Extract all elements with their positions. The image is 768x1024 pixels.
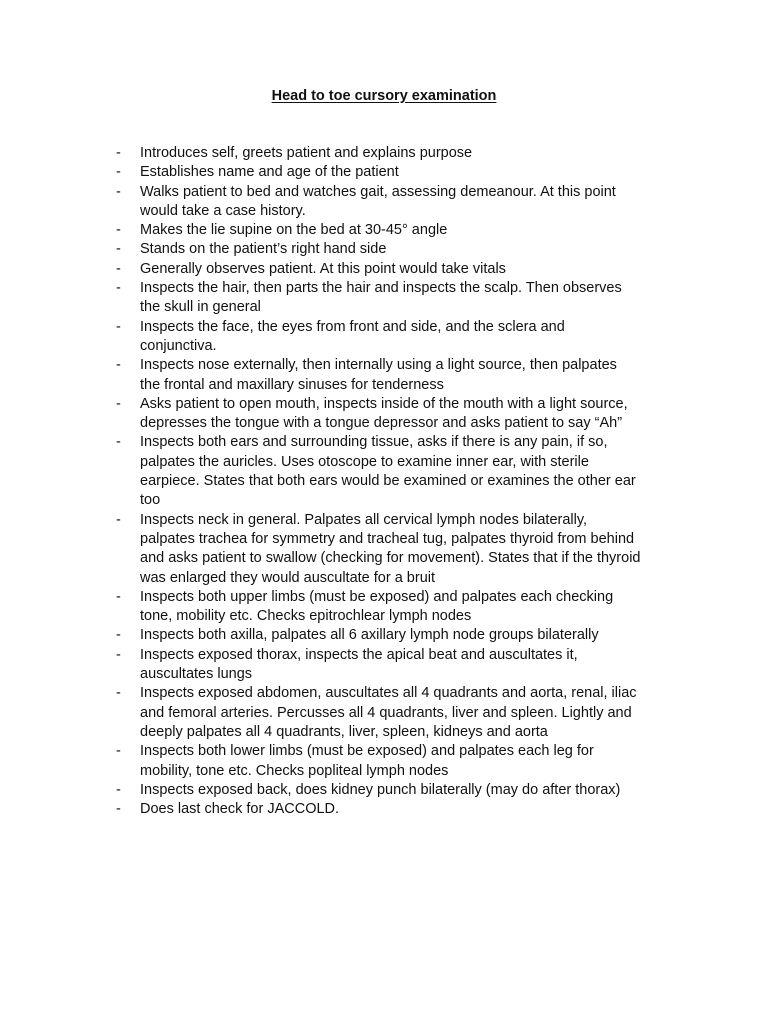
bullet-dash: - <box>116 260 121 277</box>
checklist-item <box>0 395 768 434</box>
checklist-item-line: Inspects both lower limbs (must be exposed) and palpates each leg for <box>140 743 594 760</box>
bullet-dash: - <box>116 511 121 528</box>
checklist-item-line: palpates trachea for symmetry and tracheal tug, palpates thyroid from behind <box>140 530 635 547</box>
checklist-item-line: Inspects exposed abdomen, auscultates all 4 quadrants and aorta, renal, iliac <box>140 685 637 702</box>
checklist-item-line: Walks patient to bed and watches gait, assessing demeanour. At this point <box>140 183 616 200</box>
checklist-item <box>0 433 768 510</box>
checklist-item <box>0 626 768 645</box>
bullet-dash: - <box>116 395 121 412</box>
checklist-item-line: Stands on the patient’s right hand side <box>140 241 387 258</box>
checklist-item-line: Inspects neck in general. Palpates all cervical lymph nodes bilaterally, <box>140 511 588 528</box>
bullet-dash: - <box>116 588 121 605</box>
bullet-dash: - <box>116 627 121 644</box>
checklist-item <box>0 511 768 588</box>
bullet-dash: - <box>116 743 121 760</box>
document-title: Head to toe cursory examination <box>271 88 497 104</box>
bullet-dash: - <box>116 646 121 663</box>
checklist-item-line: was enlarged they would auscultate for a bruit <box>140 569 436 586</box>
checklist-item-line: too <box>140 492 161 509</box>
bullet-dash: - <box>116 183 121 200</box>
checklist-item-line: conjunctiva. <box>140 337 217 354</box>
checklist-item-line: Inspects both axilla, palpates all 6 axillary lymph node groups bilaterally <box>140 627 599 644</box>
bullet-dash: - <box>116 318 121 335</box>
checklist-item-line: and asks patient to swallow (checking for movement). States that if the thyroid <box>140 550 641 567</box>
checklist-item-line: Does last check for JACCOLD. <box>140 801 340 818</box>
checklist-item <box>0 646 768 685</box>
checklist-item-line: Inspects the hair, then parts the hair and inspects the scalp. Then observes <box>140 280 622 297</box>
bullet-dash: - <box>116 145 121 161</box>
checklist-item <box>0 163 768 182</box>
bullet-dash: - <box>116 241 121 258</box>
checklist-item <box>0 684 768 742</box>
checklist-item <box>0 183 768 222</box>
checklist-item-line: Inspects exposed thorax, inspects the apical beat and auscultates it, <box>140 646 578 663</box>
bullet-dash: - <box>116 685 121 702</box>
checklist-item-line: Generally observes patient. At this point would take vitals <box>140 260 506 277</box>
checklist-item-line: the skull in general <box>140 299 261 316</box>
checklist-item-line: the frontal and maxillary sinuses for tenderness <box>140 376 444 393</box>
checklist-item <box>0 318 768 357</box>
checklist-item <box>0 279 768 318</box>
checklist-item <box>0 742 768 781</box>
checklist-item-line: Introduces self, greets patient and explains purpose <box>140 145 473 161</box>
checklist-item-line: palpates the auricles. Uses otoscope to examine inner ear, with sterile <box>140 453 589 470</box>
bullet-dash: - <box>116 781 121 798</box>
bullet-dash: - <box>116 801 121 818</box>
checklist-item <box>0 240 768 259</box>
checklist-item <box>0 144 768 163</box>
checklist-item-line: Makes the lie supine on the bed at 30-45° angle <box>140 222 448 239</box>
checklist-item-line: would take a case history. <box>140 202 306 219</box>
checklist-item-line: Inspects both upper limbs (must be exposed) and palpates each checking <box>140 588 614 605</box>
checklist-item <box>0 260 768 279</box>
checklist <box>0 144 768 819</box>
checklist-item-line: auscultates lungs <box>140 666 253 683</box>
bullet-dash: - <box>116 357 121 374</box>
checklist-item-line: and femoral arteries. Percusses all 4 quadrants, liver and spleen. Lightly and <box>140 704 632 721</box>
checklist-item-line: Inspects the face, the eyes from front and side, and the sclera and <box>140 318 565 335</box>
bullet-dash: - <box>116 280 121 297</box>
bullet-dash: - <box>116 164 121 181</box>
checklist-item-line: Asks patient to open mouth, inspects inside of the mouth with a light source, <box>140 395 628 412</box>
checklist-item-line: earpiece. States that both ears would be examined or examines the other ear <box>140 473 636 490</box>
checklist-item-line: Establishes name and age of the patient <box>140 164 399 181</box>
checklist-item <box>0 221 768 240</box>
checklist-item-line: Inspects both ears and surrounding tissue, asks if there is any pain, if so, <box>140 434 608 451</box>
checklist-item-line: Inspects nose externally, then internally using a light source, then palpates <box>140 357 617 374</box>
checklist-item <box>0 800 768 819</box>
checklist-item-line: depresses the tongue with a tongue depressor and asks patient to say “Ah” <box>140 415 623 432</box>
bullet-dash: - <box>116 434 121 451</box>
checklist-item-line: deeply palpates all 4 quadrants, liver, spleen, kidneys and aorta <box>140 723 548 740</box>
checklist-item <box>0 781 768 800</box>
checklist-item-line: tone, mobility etc. Checks epitrochlear lymph nodes <box>140 608 472 625</box>
checklist-item-line: Inspects exposed back, does kidney punch bilaterally (may do after thorax) <box>140 781 621 798</box>
checklist-item <box>0 356 768 395</box>
bullet-dash: - <box>116 222 121 239</box>
checklist-item <box>0 588 768 627</box>
checklist-item-line: mobility, tone etc. Checks popliteal lymph nodes <box>140 762 449 779</box>
